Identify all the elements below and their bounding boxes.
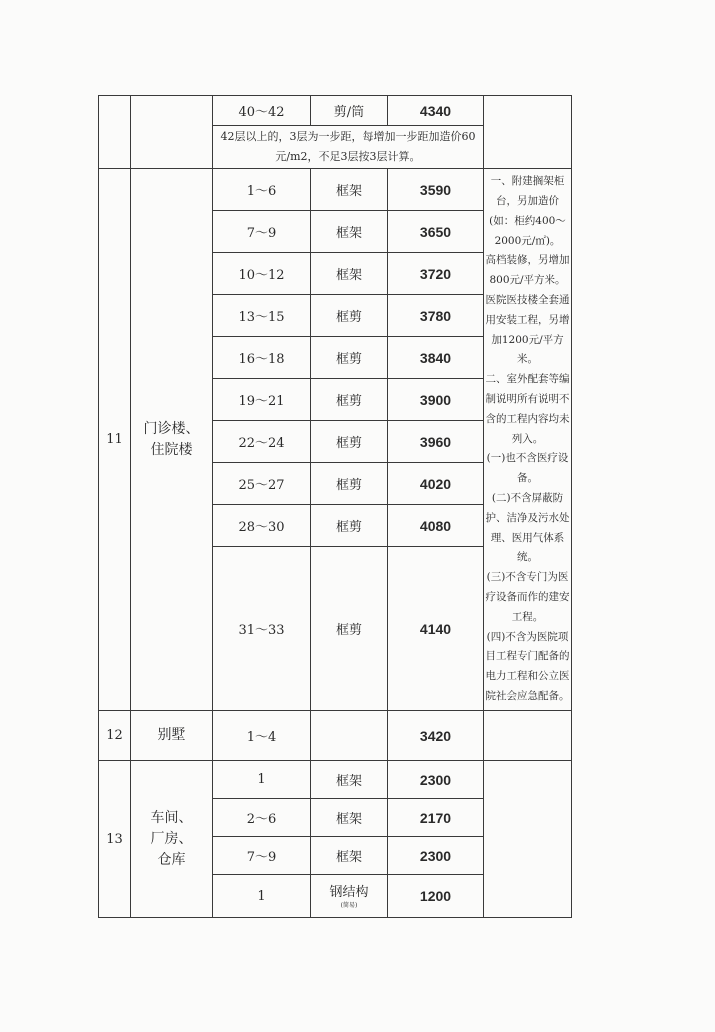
cost-table	[98, 95, 572, 918]
floor-range: 28～30	[213, 505, 311, 547]
floor-range: 22～24	[213, 421, 311, 463]
remarks	[484, 169, 572, 711]
floor-range: 31～33	[213, 547, 311, 711]
floor-range: 40～42	[213, 96, 311, 126]
table-row	[99, 711, 572, 761]
remark-cell	[484, 711, 572, 761]
structure-type: 框剪	[311, 421, 388, 463]
table-row	[99, 169, 572, 211]
structure-type	[311, 711, 388, 761]
remark-line: 医院医技楼全套通用安装工程，另增加1200元/平方米。	[485, 294, 570, 366]
structure-type: 框架	[311, 837, 388, 875]
unit-price: 2300	[388, 761, 484, 799]
unit-price: 2170	[388, 799, 484, 837]
building-type	[131, 169, 213, 711]
floor-range: 1	[213, 875, 311, 918]
remark-line: 一、附建搁架柜台，另加造价(如：柜约400～2000元/㎡)。	[489, 175, 566, 247]
remark-line: 高档装修，另增加800元/平方米。	[485, 254, 570, 287]
remark-line: (一)也不含医疗设备。	[486, 452, 569, 485]
floor-range: 13～15	[213, 295, 311, 337]
unit-price: 4340	[388, 96, 484, 126]
building-type: 别墅	[131, 711, 213, 761]
unit-price: 3420	[388, 711, 484, 761]
building-type	[131, 761, 213, 918]
floor-range: 1～6	[213, 169, 311, 211]
structure-type: 框架	[311, 761, 388, 799]
floor-range: 7～9	[213, 211, 311, 253]
unit-price: 3960	[388, 421, 484, 463]
unit-price: 4020	[388, 463, 484, 505]
floor-range: 2～6	[213, 799, 311, 837]
structure-type: 框剪	[311, 295, 388, 337]
structure-type: 框剪	[311, 547, 388, 711]
structure-type: 框架	[311, 169, 388, 211]
unit-price: 2300	[388, 837, 484, 875]
unit-price: 3900	[388, 379, 484, 421]
remark-line: (四)不含为医院项目工程专门配备的电力工程和公立医院社会应急配备。	[485, 630, 570, 702]
structure-qualifier: (简易)	[340, 902, 358, 909]
building-type-line: 仓库	[157, 851, 186, 868]
item-index: 11	[99, 169, 131, 711]
remark-line: 二、室外配套等编制说明所有说明不含的工程内容均未列入。	[485, 373, 570, 445]
floor-range: 1	[213, 761, 311, 799]
remark-line: (三)不含专门为医疗设备而作的建安工程。	[485, 571, 570, 623]
unit-price: 3590	[388, 169, 484, 211]
structure-type: 框剪	[311, 337, 388, 379]
structure-type: 框剪	[311, 379, 388, 421]
floor-range: 25～27	[213, 463, 311, 505]
remark-cell	[484, 96, 572, 169]
unit-price: 3720	[388, 253, 484, 295]
name-cell	[131, 96, 213, 169]
item-index: 13	[99, 761, 131, 918]
floor-range: 19～21	[213, 379, 311, 421]
table-row	[99, 761, 572, 799]
unit-price: 3780	[388, 295, 484, 337]
building-type-line: 门诊楼、	[143, 420, 200, 437]
floor-range: 10～12	[213, 253, 311, 295]
unit-price: 3840	[388, 337, 484, 379]
structure-type-label: 钢结构	[329, 885, 369, 900]
floor-range: 16～18	[213, 337, 311, 379]
building-type-line: 厂房、	[150, 830, 193, 847]
unit-price: 1200	[388, 875, 484, 918]
structure-type: 框架	[311, 253, 388, 295]
floor-range: 1～4	[213, 711, 311, 761]
building-type-line: 住院楼	[150, 441, 193, 458]
structure-type: 框剪	[311, 505, 388, 547]
unit-price: 4140	[388, 547, 484, 711]
structure-type	[311, 875, 388, 918]
structure-type: 框架	[311, 211, 388, 253]
index-cell	[99, 96, 131, 169]
structure-type: 框剪	[311, 463, 388, 505]
floor-range: 7～9	[213, 837, 311, 875]
floor-increment-note: 42层以上的，3层为一步距，每增加一步距加造价60元/m2，不足3层按3层计算。	[213, 126, 484, 169]
table-row	[99, 96, 572, 126]
unit-price: 3650	[388, 211, 484, 253]
structure-type: 剪/筒	[311, 96, 388, 126]
structure-type: 框架	[311, 799, 388, 837]
remark-line: (二)不含屏蔽防护、洁净及污水处理、医用气体系统。	[485, 491, 570, 564]
building-type-line: 车间、	[150, 809, 193, 826]
item-index: 12	[99, 711, 131, 761]
unit-price: 4080	[388, 505, 484, 547]
remark-cell	[484, 761, 572, 918]
